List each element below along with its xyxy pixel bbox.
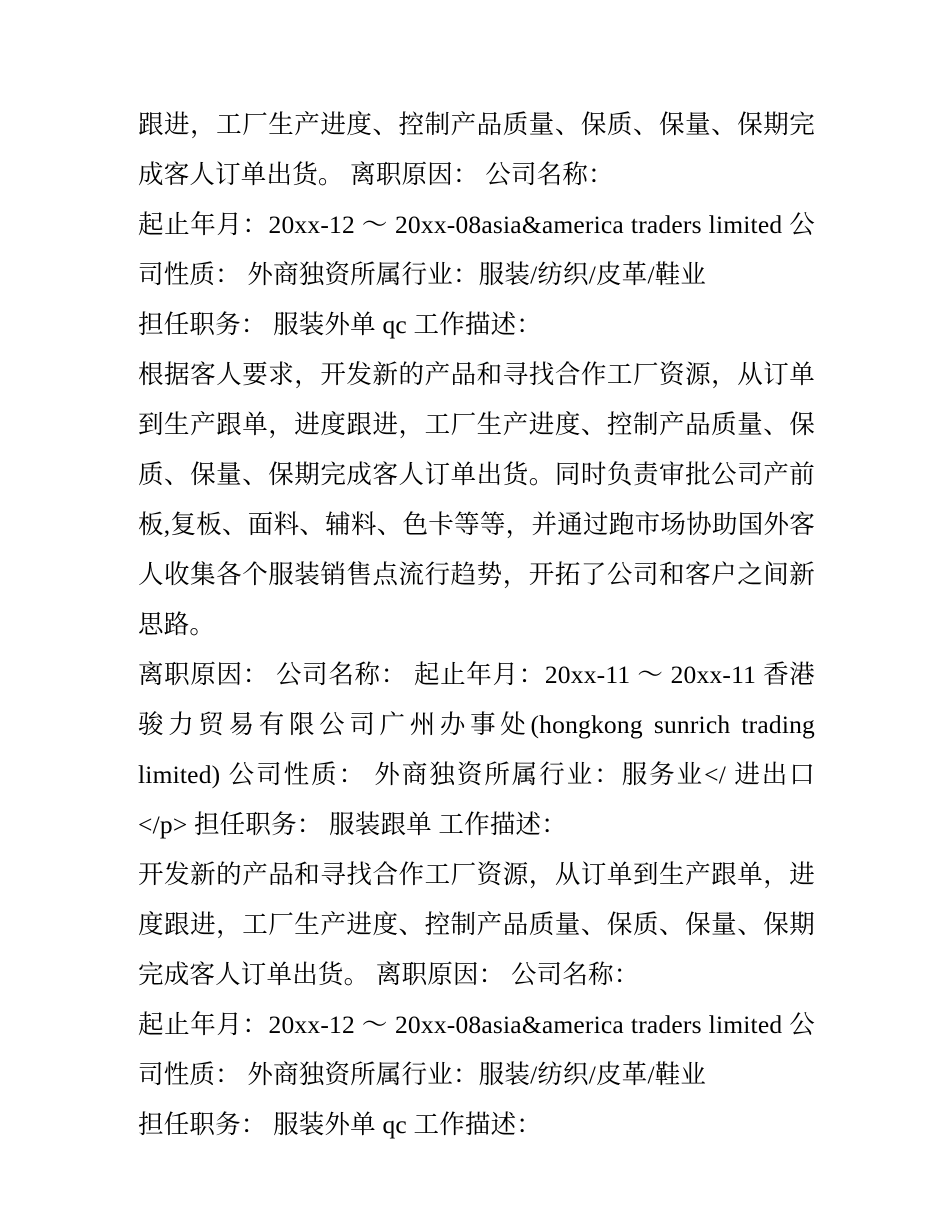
paragraph-7: 起止年月：20xx-12 ～ 20xx-08asia&america traders limited 公司性质： 外商独资所属行业：服装/纺织/皮革/鞋业 <box>138 1010 815 1089</box>
document-body <box>138 100 815 1150</box>
paragraph-4: 根据客人要求，开发新的产品和寻找合作工厂资源，从订单到生产跟单，进度跟进，工厂生产进度、控制产品质量、保质、保量、保期完成客人订单出货。同时负责审批公司产前板,复板、面料、辅料、色卡等等，并通过跑市场协助国外客人收集各个服装销售点流行趋势，开拓了公司和客户之间新思路。 <box>138 360 815 639</box>
paragraph-8: 担任职务： 服装外单 qc 工作描述： <box>138 1110 542 1139</box>
paragraph-6: 开发新的产品和寻找合作工厂资源，从订单到生产跟单，进度跟进，工厂生产进度、控制产品质量、保质、保量、保期完成客人订单出货。 离职原因： 公司名称： <box>138 860 815 989</box>
paragraph-5: 离职原因： 公司名称： 起止年月：20xx-11 ～ 20xx-11 香港骏力贸易有限公司广州办事处(hongkong sunrich trading limited) 公司性质： 外商独资所属行业：服务业</ 进出口</p> 担任职务： 服装跟单 工作描述： <box>138 660 815 839</box>
paragraph-3: 担任职务： 服装外单 qc 工作描述： <box>138 310 542 339</box>
paragraph-1: 跟进，工厂生产进度、控制产品质量、保质、保量、保期完成客人订单出货。 离职原因： 公司名称： <box>138 110 815 189</box>
paragraph-2: 起止年月：20xx-12 ～ 20xx-08asia&america traders limited 公司性质： 外商独资所属行业：服装/纺织/皮革/鞋业 <box>138 210 815 289</box>
